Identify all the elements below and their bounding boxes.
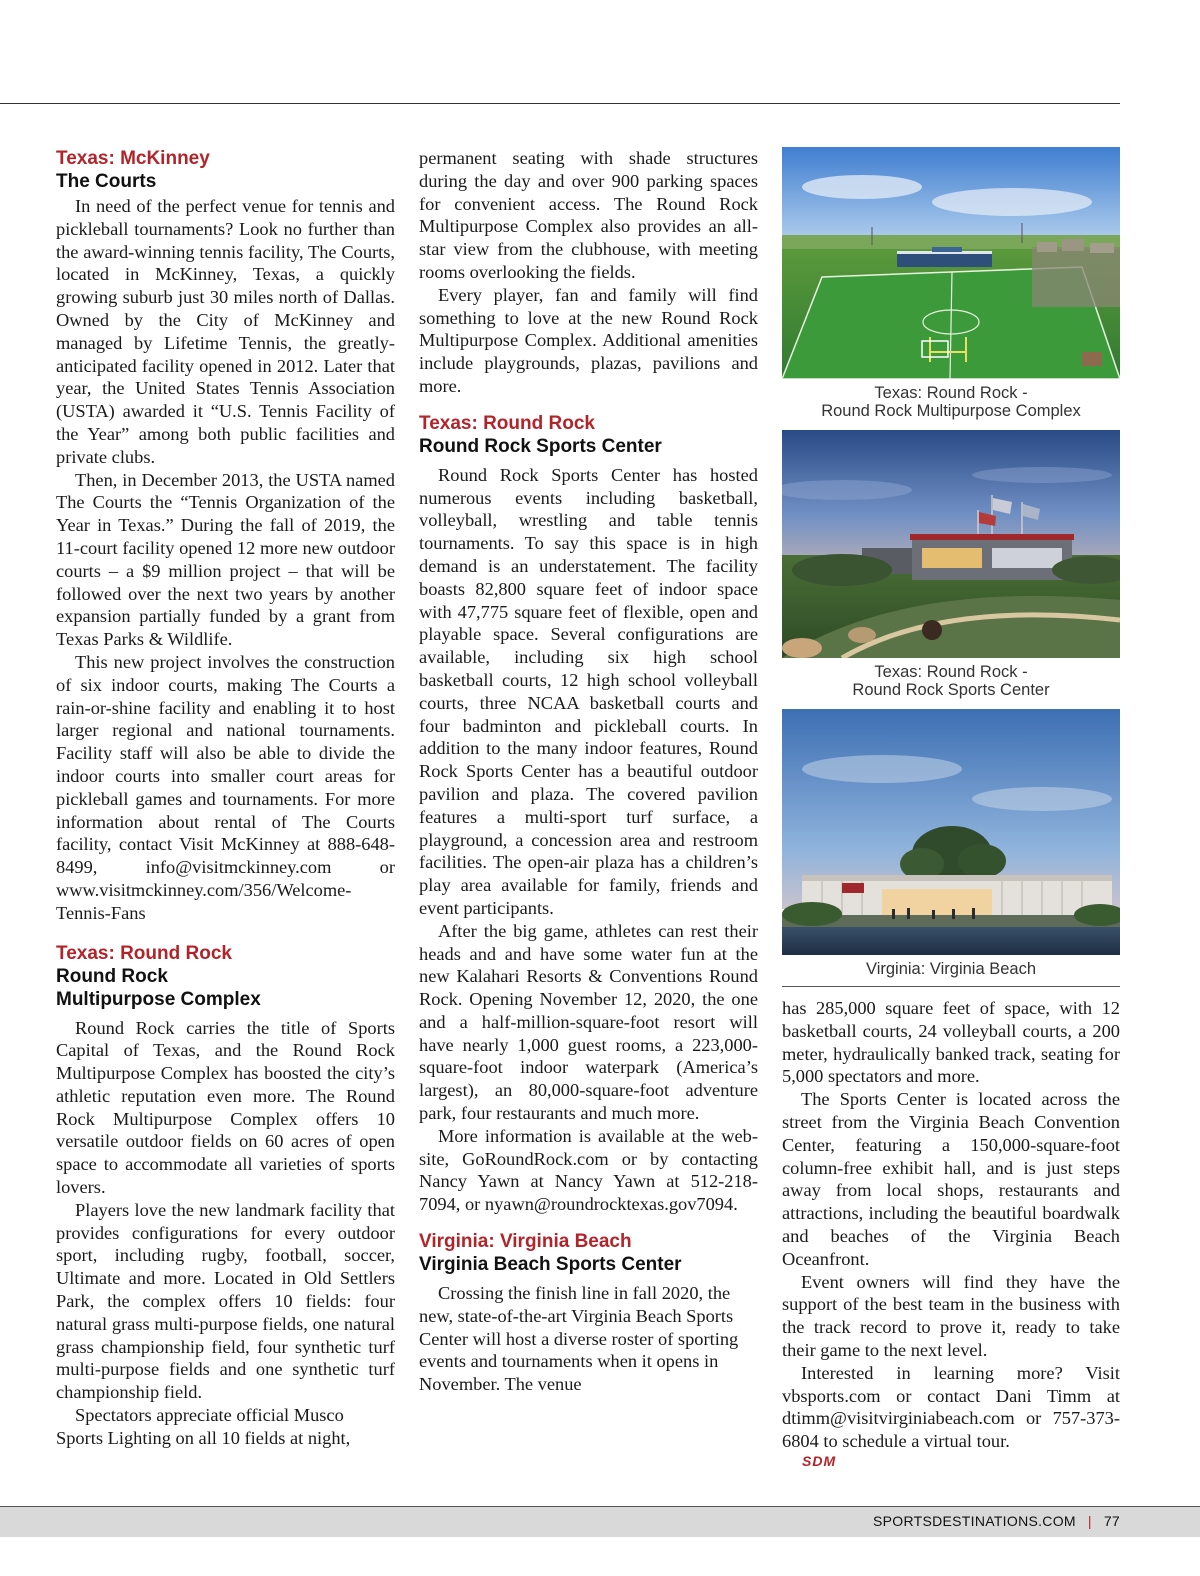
paragraph: Event owners will find they have the support of the best team in the business with the track record to prove it, ready to take their game to the next level. xyxy=(782,1271,1120,1360)
caption-rule xyxy=(782,986,1120,987)
caption-line: Round Rock Multipurpose Complex xyxy=(821,402,1081,420)
paragraph: Interested in learning more? Visit vbsports.com or contact Dani Timm at dtimm@visitvirginiabeach.com or 757-373-6804 to schedule a virtual tour. xyxy=(782,1362,1120,1452)
paragraph: After the big game, athletes can rest their heads and and have some water fun at the new Kalahari Resorts & Conventions Round Rock. Opening November 12, 2020, the one and a half-million-square-foot resort will have nearly 1,000 guest rooms, a 223,000-square-foot indoor waterpark (America’s largest), an 80,000-square-foot adventure park, four restaurants and much more. xyxy=(419,920,758,1124)
paragraph: The Sports Center is located across the street from the Virginia Beach Convention Center, featuring a 150,000-square-foot column-free exhibit hall, and is just steps away from local shops, restaurants and attractions, including the beautiful boardwalk and beaches of the Virginia Beach Oceanfront. xyxy=(782,1089,1120,1269)
photo-caption-multipurpose xyxy=(782,384,1120,420)
paragraph-continued: permanent seating with shade structures during the day and over 900 parking spaces for convenient access. The Round Rock Multipurpose Complex also provides an all-star view from the clubhouse, with meeting rooms overlooking the fields. xyxy=(419,148,758,282)
paragraph: Round Rock Sports Center has hosted numerous events including basketball, volleyball, wrestling and table tennis tournaments. To say this space is in high demand is an understatement. The facility boasts 82,800 square feet of indoor space with 47,775 square feet of flexible, open and playable space. Several configurations are available, including six high school basketball courts, 12 high school volleyball courts, three NCAA basketball courts and four badminton and pickleball courts. In addition to the many indoor features, Round Rock Sports Center has a beautiful outdoor pavilion and plaza. The covered pavilion features a multi-sport turf surface, a playground, a concession area and restroom facilities. The open-air plaza has a children’s play area available for family, friends and event participants. xyxy=(419,464,758,918)
section-venue-multipurpose-line1: Round Rock xyxy=(56,965,168,987)
top-rule xyxy=(0,103,1120,104)
paragraph: More information is available at the website, GoRoundRock.com or by contacting Nancy Yawn at Nancy Yawn at 512-218-7094, or nyawn@roundrocktexas.gov7094. xyxy=(419,1125,758,1215)
column-1 xyxy=(56,147,395,1450)
section-venue-virginia-beach: Virginia Beach Sports Center xyxy=(419,1254,682,1276)
photo-multipurpose-complex xyxy=(782,147,1120,379)
paragraph: Round Rock carries the title of Sports Capital of Texas, and the Round Rock Multipurpose Complex has boosted the city’s athletic reputation even more. The Round Rock Multipurpose Complex offers 10 versatile outdoor fields on 60 acres of open space to accommodate all varieties of sports lovers. xyxy=(56,1017,395,1198)
footer-separator: | xyxy=(1087,1513,1092,1529)
footer-text xyxy=(873,1513,1120,1529)
photo-sports-center xyxy=(782,430,1120,658)
caption-line: Texas: Round Rock - xyxy=(874,663,1028,681)
section-venue-sports-center: Round Rock Sports Center xyxy=(419,435,662,457)
page-number: 77 xyxy=(1103,1513,1120,1529)
section-venue-multipurpose-line2: Multipurpose Complex xyxy=(56,988,261,1010)
footer-bar xyxy=(0,1506,1200,1537)
caption-line: Round Rock Sports Center xyxy=(852,681,1050,699)
paragraph: Crossing the finish line in fall 2020, the new, state-of-the-art Virginia Beach Sports Center will host a diverse roster of sporting events and tournaments when it opens in November. The venue xyxy=(419,1283,739,1395)
paragraph: This new project involves the construction of six indoor courts, making The Courts a rain-or-shine facility and enabling it to host larger regional and national tournaments. Facility staff will also be able to divide the indoor courts into smaller court areas for pickleball games and tournaments. For more information about rental of The Courts facility, contact Visit McKinney at 888-648-8499, info@visitmckinney.com or www.visitmckinney.com/356/Welcome-Tennis-Fans xyxy=(56,651,395,923)
section-region-mckinney: Texas: McKinney xyxy=(56,148,210,169)
section-region-round-rock-2: Texas: Round Rock xyxy=(419,412,595,434)
column-3 xyxy=(782,147,1120,1469)
photo-caption-virginia-beach: Virginia: Virginia Beach xyxy=(866,960,1036,978)
sdm-end-logo: SDM xyxy=(802,1452,837,1469)
paragraph: In need of the perfect venue for tennis and pickleball tournaments? Look no further than the award-winning tennis facility, The Courts, located in McKinney, Texas, a quickly growing suburb just 30 miles north of Dallas. Owned by the City of McKinney and managed by Lifetime Tennis, the greatly-anticipated facility opened in 2012. Later that year, the United States Tennis Association (USTA) awarded it “U.S. Tennis Facility of the Year” among both public facilities and private clubs. xyxy=(56,196,395,467)
paragraph: Every player, fan and family will find something to love at the new Round Rock Multipurpose Complex. Additional amenities include playgrounds, plazas, pavilions and more. xyxy=(419,284,758,396)
paragraph: Players love the new landmark facility that provides configurations for every outdoor sport, including rugby, football, soccer, Ultimate and more. Located in Old Settlers Park, the complex offers 10 fields: four natural grass multi-purpose fields, one natural grass championship field, four synthetic turf multi-purpose fields and one synthetic turf championship field. xyxy=(56,1199,395,1403)
column-2 xyxy=(419,147,758,1396)
virginia-beach-center-image xyxy=(782,709,1120,955)
footer-site: SPORTSDESTINATIONS.COM xyxy=(872,1513,1076,1529)
paragraph: Spectators appreciate official Musco Sports Lighting on all 10 fields at night, xyxy=(56,1405,351,1448)
fields-aerial-image xyxy=(782,147,1120,379)
photo-caption-sports-center xyxy=(782,663,1120,699)
section-region-virginia-beach: Virginia: Virginia Beach xyxy=(419,1231,632,1253)
paragraph-continued: has 285,000 square feet of space, with 12 basketball courts, 24 volleyball courts, a 200 meter, hydraulically banked track, seating for 5,000 spectators and more. xyxy=(782,998,1120,1087)
section-region-round-rock: Texas: Round Rock xyxy=(56,942,232,964)
paragraph: Then, in December 2013, the USTA named The Courts the “Tennis Organization of the Year in Texas.” During the fall of 2019, the 11-court facility opened 12 more new outdoor courts – a $9 million project – that will be followed over the next two years by another expansion partially funded by a grant from Texas Parks & Wildlife. xyxy=(56,469,395,650)
photo-virginia-beach xyxy=(782,709,1120,955)
section-venue-the-courts: The Courts xyxy=(56,171,157,192)
sports-center-dusk-image xyxy=(782,430,1120,658)
caption-line: Texas: Round Rock - xyxy=(874,384,1028,402)
